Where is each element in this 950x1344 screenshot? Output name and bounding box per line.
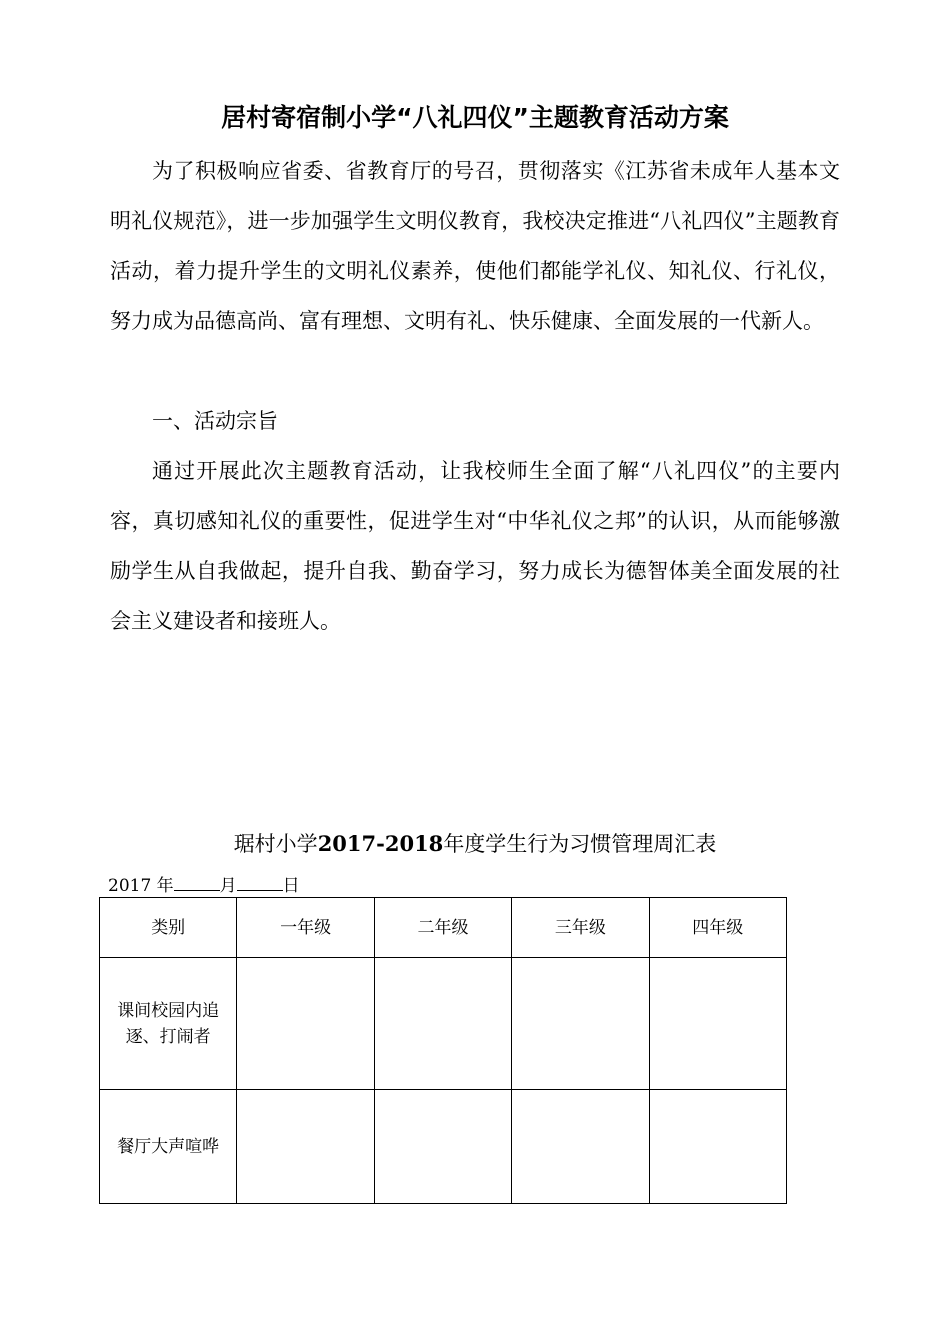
weekly-summary-table xyxy=(99,897,787,1204)
cell-grade-3[interactable] xyxy=(512,958,649,1090)
table-title-school: 琚村小学 xyxy=(233,832,318,856)
row-category-noise: 餐厅大声喧哗 xyxy=(100,1090,237,1204)
cell-grade-2[interactable] xyxy=(374,1090,511,1204)
column-header-category: 类别 xyxy=(100,898,237,958)
cell-grade-2[interactable] xyxy=(374,958,511,1090)
date-year: 2017 年 xyxy=(108,876,174,896)
table-header-row xyxy=(100,898,787,958)
column-header-grade-1: 一年级 xyxy=(237,898,374,958)
cell-grade-1[interactable] xyxy=(237,958,374,1090)
month-blank[interactable] xyxy=(174,872,220,891)
table-row xyxy=(100,1090,787,1204)
table-title-years: 2017-2018 xyxy=(317,831,444,856)
cell-grade-1[interactable] xyxy=(237,1090,374,1204)
day-blank[interactable] xyxy=(237,872,283,891)
cell-grade-4[interactable] xyxy=(649,1090,786,1204)
cell-grade-3[interactable] xyxy=(512,1090,649,1204)
column-header-grade-3: 三年级 xyxy=(512,898,649,958)
column-header-grade-2: 二年级 xyxy=(374,898,511,958)
row-category-chasing: 课间校园内追逐、打闹者 xyxy=(100,958,237,1090)
table-title-suffix: 年度学生行为习惯管理周汇表 xyxy=(443,832,717,856)
document-title: 居村寄宿制小学“八礼四仪”主题教育活动方案 xyxy=(221,103,729,132)
date-month: 月 xyxy=(219,876,237,896)
date-day: 日 xyxy=(282,876,300,896)
purpose-paragraph: 通过开展此次主题教育活动，让我校师生全面了解“八礼四仪”的主要内容，真切感知礼仪的重要性，促进学生对“中华礼仪之邦”的认识，从而能够激励学生从自我做起，提升自我、勤奋学习，努力成长为德智体美全面发展的社会主义建设者和接班人。 xyxy=(110,459,840,633)
date-line xyxy=(108,872,300,899)
intro-paragraph: 为了积极响应省委、省教育厅的号召，贯彻落实《江苏省未成年人基本文明礼仪规范》，进一步加强学生文明仪教育，我校决定推进“八礼四仪”主题教育活动，着力提升学生的文明礼仪素养，使他们都能学礼仪、知礼仪、行礼仪，努力成为品德高尚、富有理想、文明有礼、快乐健康、全面发展的一代新人。 xyxy=(110,159,840,333)
table-title xyxy=(0,826,950,862)
column-header-grade-4: 四年级 xyxy=(649,898,786,958)
cell-grade-4[interactable] xyxy=(649,958,786,1090)
section-heading-purpose: 一、活动宗旨 xyxy=(152,409,278,433)
table-row xyxy=(100,958,787,1090)
